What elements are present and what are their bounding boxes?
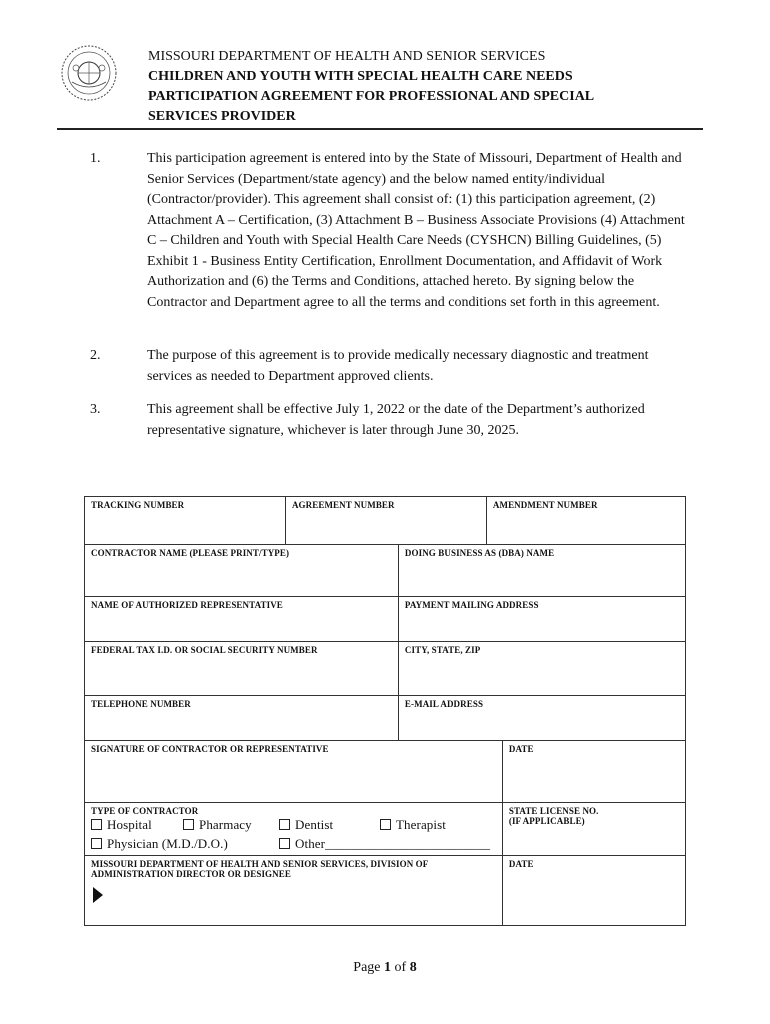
telephone-label: TELEPHONE NUMBER	[91, 699, 191, 709]
title-line-3: SERVICES PROVIDER	[148, 109, 296, 124]
paragraph-text: This agreement shall be effective July 1, 2022 or the date of the Department’s authorized representative signature, whichever is later through June 30, 2025.	[147, 402, 645, 438]
contractor-name-field[interactable]	[85, 545, 399, 597]
title-line-1: CHILDREN AND YOUTH WITH SPECIAL HEALTH CARE NEEDS	[148, 69, 573, 84]
amendment-number-field[interactable]	[486, 497, 685, 545]
dba-name-label: DOING BUSINESS AS (DBA) NAME	[404, 548, 555, 558]
sign-here-arrow-icon	[93, 887, 103, 903]
of-word: of	[394, 960, 407, 975]
signature-date-field[interactable]	[502, 741, 685, 803]
paragraph-text: This participation agreement is entered into by the State of Missouri, Department of Health and Senior Services (Department/state agency) and the below named entity/individual (Contractor/provider). This agreement shall consist of: (1) this participation agreement, (2) Attachment A – Certification, (3) Attachment B – Business Associate Provisions (4) Attachment C – Children and Youth with Special Health Care Needs (CYSHCN) Billing Guidelines, (5) Exhibit 1 - Business Entity Certification, Enrollment Documentation, and Affidavit of Work Authorization and (6) the Terms and Conditions, attached hereto. By signing below the Contractor and Department agree to all the terms and conditions set forth in this agreement.	[147, 151, 685, 310]
state-license-field[interactable]	[502, 803, 685, 856]
page-total: 8	[409, 960, 417, 975]
amendment-number-label: AMENDMENT NUMBER	[492, 500, 598, 510]
other-label: Other_________________________	[295, 836, 491, 851]
pharmacy-checkbox[interactable]	[183, 816, 252, 834]
city-state-zip-label: CITY, STATE, ZIP	[404, 645, 481, 655]
contractor-name-label: CONTRACTOR NAME (PLEASE PRINT/TYPE)	[91, 548, 290, 558]
physician-checkbox[interactable]	[91, 835, 228, 853]
hospital-checkbox[interactable]	[91, 816, 152, 834]
checkbox-icon	[91, 838, 102, 849]
agreement-number-label: AGREEMENT NUMBER	[291, 500, 395, 510]
department-name: MISSOURI DEPARTMENT OF HEALTH AND SENIOR SERVICES	[148, 49, 546, 64]
pharmacy-label: Pharmacy	[199, 817, 252, 832]
hospital-label: Hospital	[107, 817, 152, 832]
email-label: E-MAIL ADDRESS	[404, 699, 484, 709]
signature-date-label: DATE	[508, 744, 534, 754]
checkbox-icon	[183, 819, 194, 830]
director-label: MISSOURI DEPARTMENT OF HEALTH AND SENIOR SERVICES, DIVISION OF ADMINISTRATION DIRECTOR OR DESIGNEE	[91, 859, 429, 879]
paragraph-number: 1.	[90, 151, 101, 166]
checkbox-icon	[279, 838, 290, 849]
tracking-number-label: TRACKING NUMBER	[91, 500, 185, 510]
header-divider	[57, 128, 703, 130]
contractor-type-label: TYPE OF CONTRACTOR	[91, 806, 199, 816]
title-line-2: PARTICIPATION AGREEMENT FOR PROFESSIONAL AND SPECIAL	[148, 89, 595, 104]
tax-id-field[interactable]	[85, 642, 399, 696]
signature-field[interactable]	[85, 741, 503, 803]
director-date-field[interactable]	[502, 856, 685, 926]
if-applicable-label: (IF APPLICABLE)	[508, 816, 585, 826]
authorized-rep-label: NAME OF AUTHORIZED REPRESENTATIVE	[91, 600, 283, 610]
director-signature-field[interactable]	[85, 856, 503, 926]
telephone-field[interactable]	[85, 696, 399, 741]
physician-label: Physician (M.D./D.O.)	[107, 836, 228, 851]
signature-label: SIGNATURE OF CONTRACTOR OR REPRESENTATIVE	[91, 744, 329, 754]
agreement-form	[84, 496, 686, 926]
dentist-label: Dentist	[295, 817, 334, 832]
tax-id-label: FEDERAL TAX I.D. OR SOCIAL SECURITY NUMBER	[91, 645, 318, 655]
paragraph-text: The purpose of this agreement is to provide medically necessary diagnostic and treatment services as needed to Department approved clients.	[147, 348, 649, 384]
state-seal-icon	[60, 44, 118, 102]
payment-address-field[interactable]	[398, 597, 685, 642]
checkbox-icon	[380, 819, 391, 830]
contractor-type-row-2	[91, 835, 496, 854]
authorized-rep-field[interactable]	[85, 597, 399, 642]
page-number: 1	[384, 960, 392, 975]
city-state-zip-field[interactable]	[398, 642, 685, 696]
checkbox-icon	[91, 819, 102, 830]
state-license-label: STATE LICENSE NO.	[508, 806, 599, 816]
other-checkbox[interactable]	[279, 835, 490, 853]
contractor-type-row-1	[91, 816, 496, 835]
therapist-label: Therapist	[396, 817, 446, 832]
checkbox-icon	[279, 819, 290, 830]
therapist-checkbox[interactable]	[380, 816, 446, 834]
paragraph-number: 2.	[90, 348, 101, 363]
page-word: Page	[353, 960, 381, 975]
document-header	[148, 47, 708, 127]
agreement-number-field[interactable]	[285, 497, 486, 545]
dentist-checkbox[interactable]	[279, 816, 333, 834]
tracking-number-field[interactable]	[85, 497, 286, 545]
paragraph-number: 3.	[90, 402, 101, 417]
contractor-type-section	[85, 803, 503, 856]
director-date-label: DATE	[508, 859, 534, 869]
email-field[interactable]	[398, 696, 685, 741]
payment-address-label: PAYMENT MAILING ADDRESS	[404, 600, 539, 610]
dba-name-field[interactable]	[398, 545, 685, 597]
page-footer	[0, 960, 770, 976]
